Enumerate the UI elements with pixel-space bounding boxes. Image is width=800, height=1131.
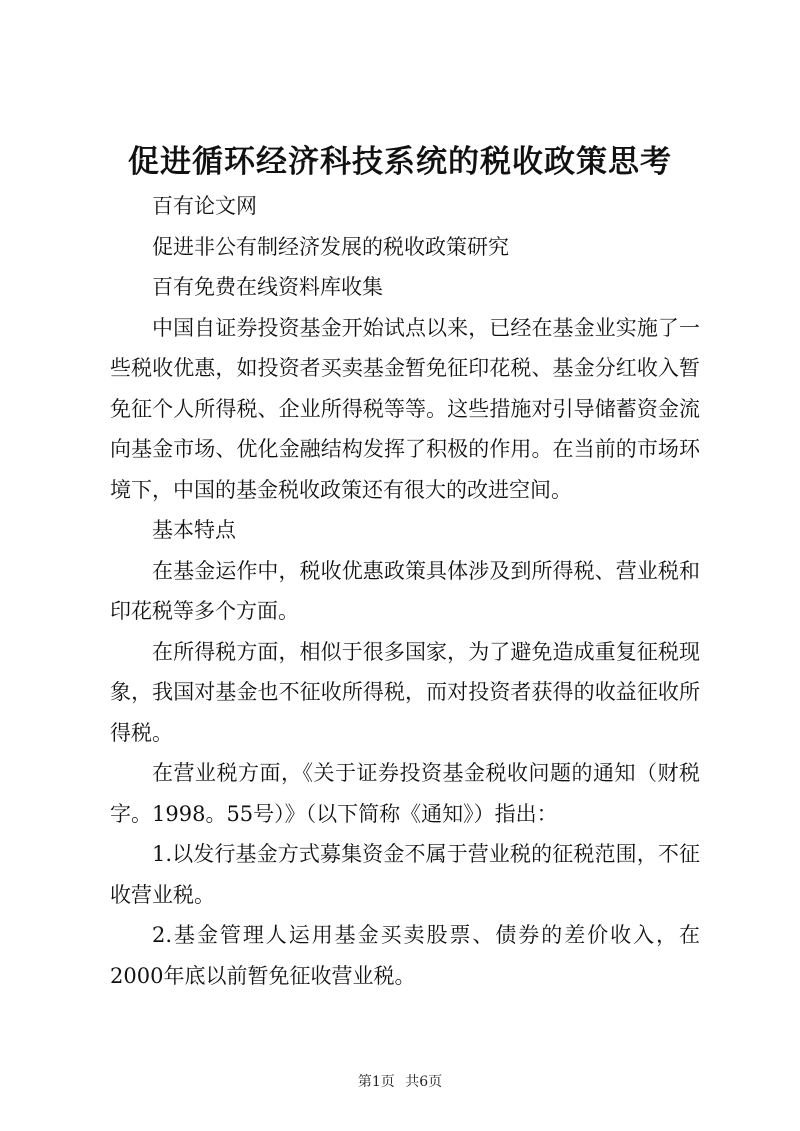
paragraph-related-title: 促进非公有制经济发展的税收政策研究 — [152, 234, 509, 259]
paragraph-collection-note: 百有免费在线资料库收集 — [152, 275, 383, 299]
section-heading-basic-features: 基本特点 — [152, 518, 236, 542]
list-item-1: 1.以发行基金方式募集资金不属于营业税的征税范围，不征收营业税。 — [110, 842, 700, 907]
paragraph-intro: 中国自证券投资基金开始试点以来，已经在基金业实施了一些税收优惠，如投资者买卖基金暂免征印花税、基金分红收入暂免征个人所得税、企业所得税等等。这些措施对引导储蓄资金流向基金市场、优化金融结构发挥了积极的作用。在当前的市场环境下，中国的基金税收政策还有很大的改进空间。 — [110, 315, 700, 502]
paragraph-business-tax: 在营业税方面，《关于证券投资基金税收问题的通知（财税字。1998。55号）》（以下简称《通知》）指出： — [110, 761, 700, 826]
list-item-2: 2.基金管理人运用基金买卖股票、债券的差价收入，在2000年底以前暂免征收营业税。 — [110, 923, 700, 988]
document-body — [110, 186, 700, 996]
page-number-total: 共6页 — [405, 1074, 443, 1090]
paragraph-income-tax: 在所得税方面，相似于很多国家，为了避免造成重复征税现象，我国对基金也不征收所得税，而对投资者获得的收益征收所得税。 — [110, 639, 700, 745]
page-footer — [0, 1072, 800, 1092]
paragraph-source: 百有论文网 — [152, 194, 257, 218]
paragraph-tax-scope: 在基金运作中，税收优惠政策具体涉及到所得税、营业税和印花税等多个方面。 — [110, 558, 700, 623]
document-title: 促进循环经济科技系统的税收政策思考 — [128, 144, 672, 180]
page-number-current: 第1页 — [357, 1074, 395, 1090]
